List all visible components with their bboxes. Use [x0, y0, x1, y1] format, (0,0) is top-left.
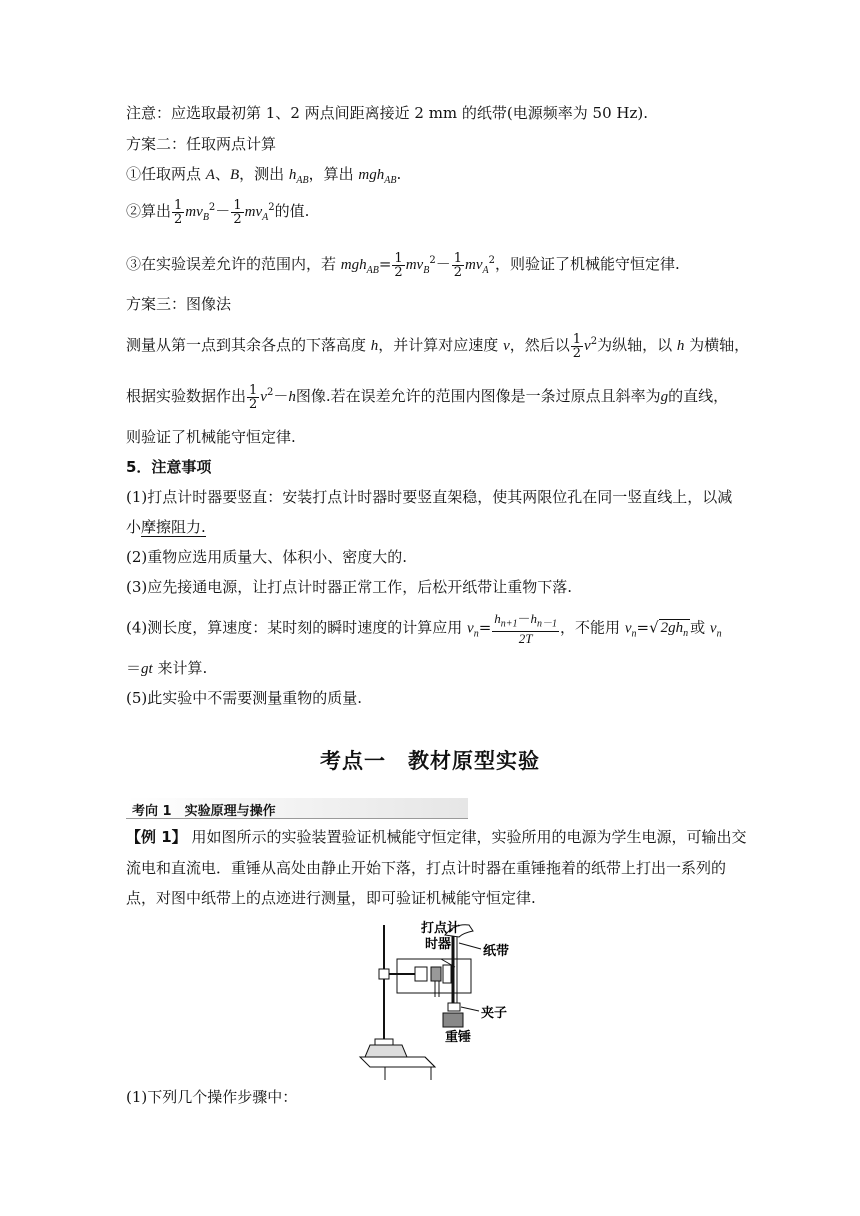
sqrt-sign: √ [649, 618, 659, 637]
mg-symbol: mg [340, 257, 360, 273]
note2-text: (2)重物应选用质量大、体积小、密度大的. [126, 548, 408, 566]
note4-text-d: 来计算. [157, 659, 208, 677]
example-line1 [126, 827, 746, 847]
step1-text-a: ①任取两点 [126, 165, 206, 183]
square-sup: 2 [590, 336, 598, 347]
b-subscript: B [423, 265, 430, 276]
note4-text-c: 或 [690, 618, 710, 637]
fraction-velocity [492, 612, 559, 645]
v-symbol: v [503, 338, 510, 354]
m-symbol: m [244, 204, 256, 220]
plan3-text-l3: 则验证了机械能守恒定律. [126, 428, 296, 446]
n-subscript: n [631, 628, 637, 640]
note3-line [126, 577, 572, 597]
mg-symbol: mg [358, 167, 377, 183]
note1-line2 [126, 517, 206, 537]
fraction-half [172, 199, 184, 226]
v-symbol: v [475, 257, 483, 273]
note3-text: (3)应先接通电源，让打点计时器正常工作，后松开纸带让重物下落. [126, 578, 573, 596]
np1-subscript: n+1 [500, 618, 518, 630]
rod-clamp [379, 969, 389, 979]
topic-bar [126, 798, 468, 819]
note4-line2 [126, 658, 207, 679]
label-timer-2: 时器 [425, 937, 452, 952]
m-symbol: m [185, 204, 197, 220]
square-sup: 2 [429, 255, 436, 266]
note1-text-a: (1)打点计时器要竖直：安装打点计时器时要竖直架稳，使其两限位孔在同一竖直线上，以减 [126, 488, 733, 506]
step1-text-c: 、 [214, 165, 230, 183]
plan3-text-l2b: 图像.若在误差允许的范围内图像是一条过原点且斜率为 [295, 387, 661, 405]
note-text: 注意：应选取最初第 1、2 两点间距离接近 2 mm 的纸带(电源频率为 50 Hz). [126, 104, 648, 122]
frac-den: 2 [453, 264, 462, 280]
n-subscript: n [716, 628, 722, 640]
v-symbol: v [584, 338, 591, 354]
v-symbol: v [624, 620, 632, 637]
n-subscript: n [683, 628, 689, 640]
point-a-symbol: A [205, 167, 215, 183]
plan3-line2 [126, 383, 728, 411]
plan3-text-b: ，并计算对应速度 [378, 336, 504, 354]
leader-clip [461, 1007, 479, 1011]
plan2-step2 [126, 198, 309, 228]
plan3-text-l2c: 的直线， [668, 387, 729, 405]
frac-den: 2 [572, 345, 582, 361]
h-symbol: h [494, 611, 501, 626]
note-line [126, 103, 648, 123]
timer-part [415, 967, 427, 981]
leader-tape [459, 943, 481, 949]
equals-sign: = [378, 255, 392, 273]
note4-text-b: ，不能用 [560, 618, 625, 637]
equals-sign: = [636, 618, 650, 637]
minus-sign: － [273, 387, 289, 405]
b-subscript: B [202, 212, 209, 223]
v-symbol: v [416, 257, 424, 273]
note2-line [126, 547, 407, 567]
a-subscript: A [262, 212, 269, 223]
frac-den: 2 [249, 396, 258, 412]
frac-num: 1 [249, 382, 258, 398]
timer-guide [443, 965, 451, 983]
fraction-half [452, 252, 464, 279]
minus-sign: － [435, 255, 451, 273]
plan3-text-l2a: 根据实验数据作出 [126, 387, 247, 405]
example-line3 [126, 888, 536, 908]
h-symbol: h [676, 338, 685, 354]
label-tape: 纸带 [483, 944, 510, 959]
note4-line1 [126, 612, 722, 645]
square-sup: 2 [266, 387, 274, 398]
note5-text: (5)此实验中不需要测量重物的质量. [126, 689, 363, 707]
fraction-half [392, 252, 404, 279]
g-symbol: g [660, 389, 669, 405]
minus-sign: － [517, 612, 531, 627]
h-symbol: h [530, 611, 538, 626]
frac-num: 1 [394, 250, 403, 266]
frac-den: 2 [233, 211, 242, 227]
label-clip: 夹子 [481, 1006, 508, 1021]
step3-text-b: ，则验证了机械能守恒定律. [495, 255, 680, 273]
gt-symbol: gt [141, 661, 153, 677]
frac-num: 1 [572, 331, 582, 347]
frac-num: 1 [453, 250, 462, 266]
plan2-step1: ①任取两点 A、B，测出 $h_{AB}$，算出 mgh$_{AB}$. [126, 165, 402, 186]
plan3-text-a: 测量从第一点到其余各点的下落高度 [126, 336, 371, 354]
equals-sign: ＝ [126, 659, 142, 677]
example-label: 【例 1】 [126, 828, 187, 846]
example-text-1: 用如图所示的实验装置验证机械能守恒定律，实验所用的电源为学生电源，可输出交 [186, 828, 747, 846]
plan2-title-text: 方案二：任取两点计算 [126, 135, 277, 153]
m-symbol: m [405, 257, 417, 273]
ab-subscript: AB [384, 175, 397, 186]
frac-num: 1 [233, 197, 242, 213]
step2-text-b: 的值. [274, 202, 310, 220]
weight [443, 1013, 463, 1027]
example-line2 [126, 858, 726, 878]
example-text-3: 点，对图中纸带上的点迹进行测量，即可验证机械能守恒定律. [126, 889, 536, 907]
square-sup: 2 [488, 255, 495, 266]
h-symbol: h [376, 167, 385, 183]
timer-coil [431, 967, 441, 981]
step1-text-e: ，测出 [239, 165, 289, 183]
h-symbol: h [359, 257, 367, 273]
section-title: 考点一 教材原型实验 [320, 749, 540, 773]
minus-sign: － [215, 202, 231, 220]
a-subscript: A [482, 265, 489, 276]
h-symbol: h [288, 389, 296, 405]
fraction-half [571, 333, 583, 360]
v-symbol: v [260, 389, 267, 405]
step3-text-a: ③在实验误差允许的范围内，若 [126, 255, 341, 273]
ab-subscript: AB [366, 265, 379, 276]
plan3-text-e: 为横轴， [684, 336, 750, 354]
n-subscript: n [473, 628, 479, 640]
sqrt-text: 2gh [660, 620, 684, 637]
square-sup: 2 [268, 202, 275, 213]
frac-den: 2 [174, 211, 183, 227]
plan3-text-d: 为纵轴，以 [597, 336, 677, 354]
example-text-2: 流电和直流电．重锤从高处由静止开始下落，打点计时器在重锤拖着的纸带上打出一系列的 [126, 859, 727, 877]
frac-den: 2 [394, 264, 403, 280]
plan3-title [126, 294, 231, 314]
plan3-line1 [126, 332, 749, 360]
stand-base [365, 1045, 407, 1057]
question1-line [126, 1087, 297, 1107]
table-top [360, 1057, 435, 1067]
v-symbol: v [196, 204, 203, 220]
clip [448, 1003, 460, 1011]
base-block [375, 1039, 393, 1045]
frac-num: 1 [174, 197, 183, 213]
note4-text-a: (4)测长度，算速度：某时刻的瞬时速度的计算应用 [126, 618, 468, 637]
label-timer-1: 打点计 [421, 921, 461, 936]
topic-text: 考向 1 实验原理与操作 [132, 804, 276, 819]
note5-line [126, 688, 362, 708]
note1-text-b: 小 [126, 518, 142, 536]
sqrt-body [659, 619, 691, 640]
section5-text: 5．注意事项 [126, 458, 212, 476]
m-symbol: m [465, 257, 476, 273]
square-sup: 2 [208, 202, 216, 213]
h-symbol: h [288, 167, 297, 183]
fraction-half [231, 199, 243, 226]
frac-num [492, 612, 559, 632]
v-symbol: v [255, 204, 263, 220]
h-symbol: h [370, 338, 379, 354]
note1-underlined: 摩擦阻力. [141, 518, 206, 536]
question1-text: (1)下列几个操作步骤中： [126, 1088, 298, 1106]
plan3-line3 [126, 427, 296, 447]
nm1-subscript: n－1 [537, 618, 558, 630]
plan2-title [126, 134, 276, 154]
apparatus-figure [355, 915, 535, 1085]
ab-subscript: AB [296, 175, 309, 186]
plan3-text-c: ，然后以 [509, 336, 570, 354]
step1-text-f: ，算出 [308, 165, 359, 183]
plan3-title-text: 方案三：图像法 [126, 295, 232, 313]
frac-den: 2T [518, 630, 533, 646]
point-b-symbol: B [229, 167, 240, 183]
fraction-half [247, 384, 259, 411]
step2-text-a: ②算出 [126, 202, 172, 220]
v-symbol: v [467, 620, 474, 637]
note1-line1 [126, 487, 732, 507]
section5-heading [126, 457, 211, 477]
plan2-step3 [126, 251, 680, 281]
v-symbol: v [709, 620, 717, 637]
label-weight: 重锤 [445, 1030, 472, 1045]
equals-sign: = [478, 618, 492, 637]
